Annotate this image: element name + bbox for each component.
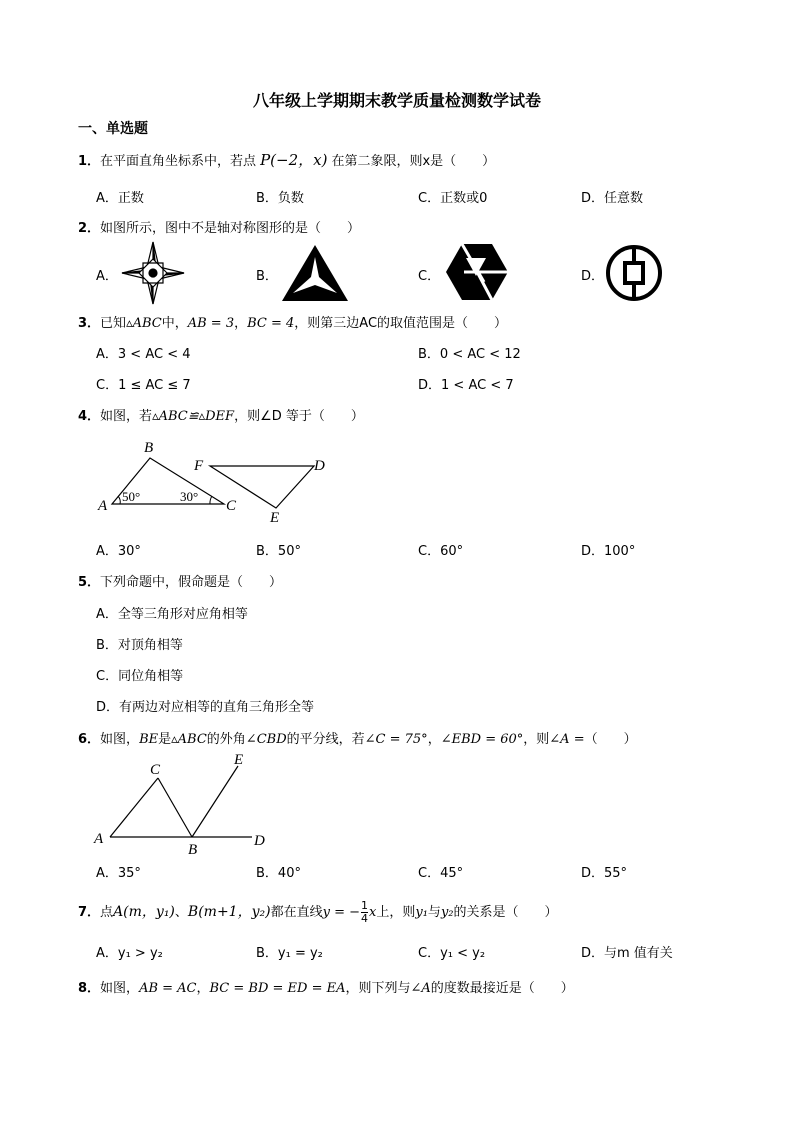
question-6: [78, 728, 637, 747]
triangle-tripod-figure: [280, 243, 350, 303]
question-text-3: 上，则: [376, 905, 416, 920]
q2-option-a[interactable]: A．: [96, 269, 118, 284]
fraction: [361, 900, 368, 925]
math-expr: ∠A =: [549, 732, 585, 747]
math-expr: ▵ABC: [126, 316, 162, 331]
math-expr: B(m+1，y₂): [187, 904, 271, 920]
fraction-denominator: 4: [361, 912, 368, 925]
q3-option-b[interactable]: B．0 < AC < 12: [418, 347, 521, 362]
q7-option-c[interactable]: C．y₁ < y₂: [418, 946, 486, 961]
q6-option-d[interactable]: D．55°: [581, 866, 628, 881]
question-5: [78, 571, 282, 590]
label-e: E: [234, 752, 244, 768]
question-text: 下列命题中，假命题是（ ）: [100, 575, 283, 590]
question-text: 已知: [100, 316, 127, 331]
question-text-4: 的平分线，若: [286, 732, 365, 747]
q3-option-c[interactable]: C．1 ≤ AC ≤ 7: [96, 378, 191, 393]
question-text: 如图所示，图中不是轴对称图形的是（ ）: [100, 221, 361, 236]
question-text-2: 在第二象限，则x是（ ）: [331, 154, 496, 169]
q7-option-d[interactable]: D．与m 值有关: [581, 946, 673, 961]
separator: ，: [234, 316, 248, 331]
q6-option-a[interactable]: A．35°: [96, 866, 141, 881]
q4-option-d[interactable]: D．100°: [581, 544, 636, 559]
math-expr: y₁: [415, 905, 428, 920]
question-text-2: 都在直线: [270, 905, 323, 920]
question-text-5: 的关系是（ ）: [453, 905, 558, 920]
circle-symbol-figure: [604, 243, 664, 303]
question-number: 5．: [78, 575, 101, 590]
math-expr: AB = 3: [187, 316, 235, 331]
math-expr: ∠C = 75°: [364, 732, 428, 747]
q7-option-a[interactable]: A．y₁ > y₂: [96, 946, 163, 961]
question-text-5: ，则: [523, 732, 550, 747]
math-expr: ▵ABC: [171, 732, 207, 747]
question-4: [78, 405, 364, 424]
question-text-3: 的度数最接近是（ ）: [430, 981, 574, 996]
label-c: C: [150, 762, 161, 778]
math-expr: P(−2，x): [260, 151, 328, 169]
q1-option-b[interactable]: B．负数: [256, 191, 304, 206]
question-number: 8．: [78, 981, 101, 996]
q5-option-b[interactable]: B．对顶角相等: [96, 638, 183, 653]
question-2: [78, 217, 360, 236]
question-text: 如图，若: [100, 409, 153, 424]
label-b: B: [188, 842, 198, 858]
compass-star-figure: [118, 240, 188, 306]
angle-c-label: 30°: [180, 489, 199, 504]
question-text-2: ，则下列与: [345, 981, 411, 996]
question-text-6: （ ）: [584, 732, 637, 747]
question-1: [78, 149, 495, 170]
math-expr: ∠EBD = 60°: [440, 732, 524, 747]
question-number: 3．: [78, 316, 101, 331]
q1-option-a[interactable]: A．正数: [96, 191, 144, 206]
question-number: 6．: [78, 732, 101, 747]
triangles-figure: [96, 438, 336, 526]
question-text: 如图，: [100, 981, 140, 996]
q7-option-b[interactable]: B．y₁ = y₂: [256, 946, 323, 961]
question-text: 点: [100, 905, 114, 920]
q5-option-c[interactable]: C．同位角相等: [96, 669, 184, 684]
math-expr: BC = 4: [247, 316, 295, 331]
q5-option-a[interactable]: A．全等三角形对应角相等: [96, 607, 248, 622]
question-text-3: 的外角: [206, 732, 246, 747]
question-number: 4．: [78, 409, 101, 424]
q5-option-d[interactable]: D．有两边对应相等的直角三角形全等: [96, 700, 315, 715]
section-heading: 一、单选题: [78, 121, 148, 137]
math-expr: ∠A: [410, 981, 431, 996]
q4-option-b[interactable]: B．50°: [256, 544, 301, 559]
math-expr: AB = AC: [139, 981, 197, 996]
label-c: C: [226, 498, 237, 514]
math-expr: ▵ABC≌▵DEF: [152, 409, 235, 424]
q2-option-c[interactable]: C．: [418, 269, 441, 284]
question-8: [78, 977, 574, 996]
separator: ，: [427, 732, 441, 747]
label-b: B: [144, 440, 154, 456]
question-text-2: 是: [158, 732, 172, 747]
math-expr: A(m，y₁): [113, 904, 175, 920]
q1-option-d[interactable]: D．任意数: [581, 191, 644, 206]
separator: 、: [174, 905, 188, 920]
question-text: 如图，: [100, 732, 140, 747]
question-text: 在平面直角坐标系中，若点: [100, 154, 257, 169]
question-number: 7．: [78, 905, 101, 920]
question-text-4: 与: [427, 905, 441, 920]
q3-option-a[interactable]: A．3 < AC < 4: [96, 347, 191, 362]
label-a: A: [94, 831, 104, 847]
q3-option-d[interactable]: D．1 < AC < 7: [418, 378, 514, 393]
label-f: F: [194, 458, 204, 474]
hexagon-drive-figure: [444, 242, 510, 302]
math-expr: ∠CBD: [245, 732, 287, 747]
question-text-2: 中，: [161, 316, 188, 331]
label-e: E: [270, 510, 280, 526]
math-expr: y₂: [440, 905, 454, 920]
q6-option-c[interactable]: C．45°: [418, 866, 464, 881]
q4-option-c[interactable]: C．60°: [418, 544, 464, 559]
question-number: 2．: [78, 221, 101, 236]
label-d: D: [314, 458, 325, 474]
q1-option-c[interactable]: C．正数或0: [418, 191, 488, 206]
q2-option-b[interactable]: B．: [256, 269, 278, 284]
question-7: [78, 900, 558, 925]
math-expr: y = −: [322, 905, 360, 920]
question-text-3: ，则第三边AC的取值范围是（ ）: [294, 316, 508, 331]
angle-a-label: 50°: [122, 489, 141, 504]
label-d: D: [254, 833, 265, 849]
q4-option-a[interactable]: A．30°: [96, 544, 141, 559]
page-title: 八年级上学期期末教学质量检测数学试卷: [252, 91, 541, 110]
question-3: [78, 312, 507, 331]
separator: ，: [196, 981, 210, 996]
exterior-angle-figure: [92, 750, 282, 860]
math-expr: BE: [139, 732, 159, 747]
question-number: 1．: [78, 154, 101, 169]
fraction-numerator: 1: [361, 899, 368, 912]
math-expr: BC = BD = ED = EA: [209, 981, 346, 996]
math-expr: x: [369, 905, 377, 920]
label-a: A: [98, 498, 108, 514]
q6-option-b[interactable]: B．40°: [256, 866, 301, 881]
q2-option-d[interactable]: D．: [581, 269, 605, 284]
question-text-2: ，则∠D 等于（ ）: [234, 409, 364, 424]
